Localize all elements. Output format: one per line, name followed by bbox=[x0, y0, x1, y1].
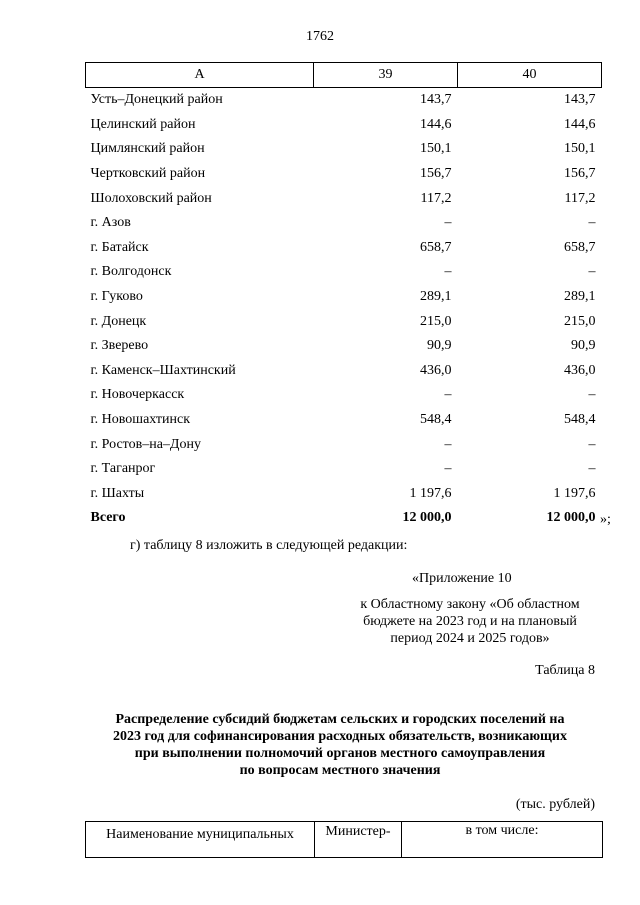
row-value-40: 117,2 bbox=[564, 190, 596, 206]
column-header-39: 39 bbox=[314, 63, 458, 88]
municipality-name-header: Наименование муниципальных bbox=[86, 822, 315, 858]
table-row bbox=[86, 260, 602, 285]
row-value-39: 117,2 bbox=[420, 190, 452, 206]
closing-quote: »; bbox=[600, 512, 611, 527]
table-row bbox=[86, 408, 602, 433]
law-line: бюджете на 2023 год и на плановый bbox=[363, 614, 577, 629]
total-row bbox=[86, 506, 602, 531]
page-number: 1762 bbox=[306, 29, 334, 44]
row-value-40: – bbox=[588, 461, 596, 477]
row-name: г. Донецк bbox=[90, 313, 147, 329]
row-name: г. Гуково bbox=[90, 289, 143, 305]
table-row bbox=[86, 162, 602, 187]
table-row bbox=[86, 457, 602, 482]
subsidy-table-continuation bbox=[85, 62, 602, 531]
row-value-39: 289,1 bbox=[420, 289, 452, 305]
appendix-law-reference bbox=[335, 596, 605, 647]
row-value-40: – bbox=[588, 387, 596, 403]
row-value-39: 1 197,6 bbox=[409, 485, 452, 501]
row-name: г. Новочеркасск bbox=[90, 387, 185, 403]
row-name: г. Каменск–Шахтинский bbox=[90, 362, 236, 378]
row-value-39: 658,7 bbox=[420, 239, 452, 255]
row-value-39: 215,0 bbox=[420, 313, 452, 329]
appendix-title: «Приложение 10 bbox=[412, 571, 512, 586]
row-name: Шолоховский район bbox=[90, 190, 212, 206]
units-label: (тыс. рублей) bbox=[515, 797, 595, 812]
row-name: г. Таганрог bbox=[90, 461, 156, 477]
row-value-39: 143,7 bbox=[420, 92, 452, 108]
row-value-40: 143,7 bbox=[564, 92, 596, 108]
row-value-40: 156,7 bbox=[564, 166, 596, 182]
row-name: Чертковский район bbox=[90, 166, 206, 182]
heading-line: по вопросам местного значения bbox=[239, 763, 441, 778]
row-value-39: – bbox=[444, 215, 452, 231]
row-value-39: 90,9 bbox=[427, 338, 452, 354]
law-line: к Областному закону «Об областном bbox=[360, 597, 580, 612]
row-value-40: 289,1 bbox=[564, 289, 596, 305]
heading-line: Распределение субсидий бюджетам сельских и городских поселений на bbox=[115, 712, 565, 727]
row-value-39: 150,1 bbox=[420, 141, 452, 157]
row-name: Цимлянский район bbox=[90, 141, 205, 157]
row-value-40: 548,4 bbox=[564, 412, 596, 428]
table-row bbox=[86, 334, 602, 359]
heading-line: 2023 год для софинансирования расходных обязательств, возникающих bbox=[113, 729, 567, 744]
column-header-a: А bbox=[86, 63, 314, 88]
row-value-39: 156,7 bbox=[420, 166, 452, 182]
total-value-39: 12 000,0 bbox=[402, 510, 452, 526]
table-8-header bbox=[85, 821, 603, 858]
row-value-40: 90,9 bbox=[571, 338, 596, 354]
row-value-39: 436,0 bbox=[420, 362, 452, 378]
law-line: период 2024 и 2025 годов» bbox=[390, 631, 550, 646]
row-name: г. Ростов–на–Дону bbox=[90, 436, 201, 452]
including-header: в том числе: bbox=[402, 822, 603, 858]
row-name: г. Батайск bbox=[90, 239, 149, 255]
row-name: г. Азов bbox=[90, 215, 131, 231]
table-row bbox=[86, 359, 602, 384]
row-name: г. Новошахтинск bbox=[90, 412, 191, 428]
row-name: г. Зверево bbox=[90, 338, 149, 354]
row-value-40: 144,6 bbox=[564, 116, 596, 132]
table-row bbox=[86, 186, 602, 211]
table-row bbox=[86, 482, 602, 507]
row-name: г. Волгодонск bbox=[90, 264, 172, 280]
table-row bbox=[86, 432, 602, 457]
table-row bbox=[86, 309, 602, 334]
row-value-39: – bbox=[444, 461, 452, 477]
table-row bbox=[86, 88, 602, 113]
table-row bbox=[86, 137, 602, 162]
table-header-row bbox=[86, 63, 602, 88]
table-row bbox=[86, 285, 602, 310]
row-value-39: 548,4 bbox=[420, 412, 452, 428]
table-heading bbox=[80, 711, 600, 779]
row-name: Усть–Донецкий район bbox=[90, 92, 223, 108]
row-value-40: 1 197,6 bbox=[553, 485, 596, 501]
row-value-40: – bbox=[588, 215, 596, 231]
total-value-40: 12 000,0 bbox=[546, 510, 596, 526]
table-row bbox=[86, 383, 602, 408]
table-row bbox=[86, 113, 602, 138]
table-label: Таблица 8 bbox=[535, 663, 595, 678]
row-value-39: – bbox=[444, 436, 452, 452]
table-row bbox=[86, 236, 602, 261]
row-value-39: – bbox=[444, 387, 452, 403]
row-name: Целинский район bbox=[90, 116, 196, 132]
row-value-39: – bbox=[444, 264, 452, 280]
row-name: г. Шахты bbox=[90, 485, 145, 501]
table-row bbox=[86, 211, 602, 236]
row-value-40: 658,7 bbox=[564, 239, 596, 255]
instruction-text: г) таблицу 8 изложить в следующей редакции: bbox=[130, 538, 408, 553]
row-value-40: 436,0 bbox=[564, 362, 596, 378]
row-value-40: 215,0 bbox=[564, 313, 596, 329]
row-value-40: 150,1 bbox=[564, 141, 596, 157]
ministry-header: Министер- bbox=[315, 822, 402, 858]
column-header-40: 40 bbox=[458, 63, 602, 88]
row-value-40: – bbox=[588, 264, 596, 280]
row-value-39: 144,6 bbox=[420, 116, 452, 132]
row-value-40: – bbox=[588, 436, 596, 452]
total-label: Всего bbox=[90, 510, 126, 526]
heading-line: при выполнении полномочий органов местного самоуправления bbox=[134, 746, 546, 761]
